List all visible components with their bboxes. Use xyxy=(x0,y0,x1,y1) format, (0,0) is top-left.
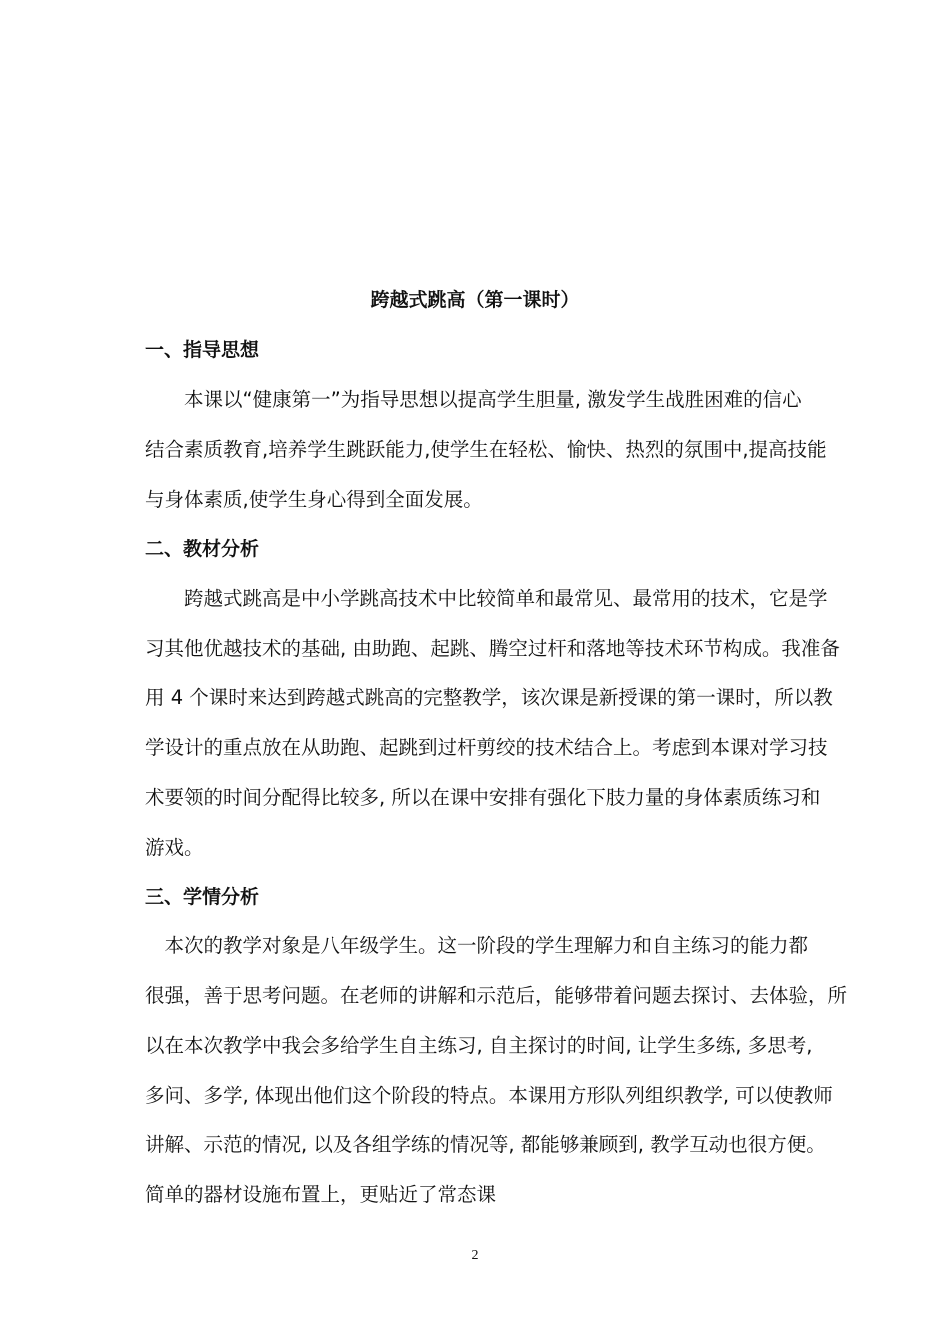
paragraph-line: 多问、多学, 体现出他们这个阶段的特点。本课用方形队列组织教学, 可以使教师 xyxy=(145,1084,833,1107)
section-heading-student-analysis: 三、学情分析 xyxy=(145,886,260,908)
paragraph-line: 本次的教学对象是八年级学生。这一阶段的学生理解力和自主练习的能力都 xyxy=(145,934,809,957)
page-number: 2 xyxy=(471,1248,479,1263)
paragraph-line: 本课以“健康第一”为指导思想以提高学生胆量, 激发学生战胜困难的信心 xyxy=(145,388,802,411)
paragraph-line: 跨越式跳高是中小学跳高技术中比较简单和最常见、最常用的技术，它是学 xyxy=(145,587,828,610)
paragraph-line: 游戏。 xyxy=(145,836,204,859)
paragraph-line: 学设计的重点放在从助跑、起跳到过杆剪绞的技术结合上。考虑到本课对学习技 xyxy=(145,736,828,759)
section-heading-material-analysis: 二、教材分析 xyxy=(145,538,260,560)
paragraph-line: 结合素质教育,培养学生跳跃能力,使学生在轻松、愉快、热烈的氛围中,提高技能 xyxy=(145,438,827,461)
section-heading-guiding-ideology: 一、指导思想 xyxy=(145,339,260,361)
paragraph-line: 术要领的时间分配得比较多, 所以在课中安排有强化下肢力量的身体素质练习和 xyxy=(145,786,821,809)
paragraph-line: 习其他优越技术的基础, 由助跑、起跳、腾空过杆和落地等技术环节构成。我准备 xyxy=(145,637,840,660)
paragraph-line: 与身体素质,使学生身心得到全面发展。 xyxy=(145,488,483,511)
paragraph-line: 讲解、示范的情况, 以及各组学练的情况等, 都能够兼顾到, 教学互动也很方便。 xyxy=(145,1133,826,1156)
paragraph-line: 简单的器材设施布置上，更贴近了常态课 xyxy=(145,1183,497,1206)
paragraph-line: 很强，善于思考问题。在老师的讲解和示范后，能够带着问题去探讨、去体验，所 xyxy=(145,984,848,1007)
document-title: 跨越式跳高（第一课时） xyxy=(370,289,580,311)
paragraph-line: 以在本次教学中我会多给学生自主练习, 自主探讨的时间, 让学生多练, 多思考, xyxy=(145,1034,813,1057)
paragraph-line: 用 4 个课时来达到跨越式跳高的完整教学，该次课是新授课的第一课时，所以教 xyxy=(145,686,833,709)
